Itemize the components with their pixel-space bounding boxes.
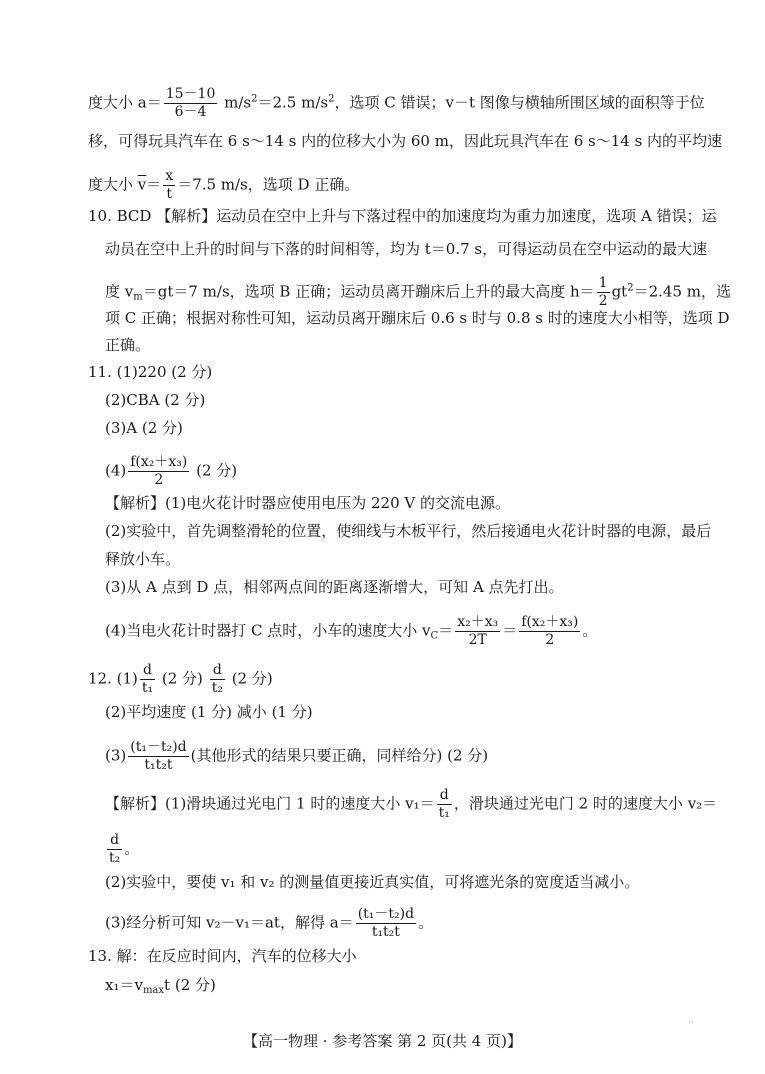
text-line: 动员在空中上升的时间与下落的时间相等，均为 t＝0.7 s，可得运动员在空中运动的最大速 [105,240,708,258]
explanation-line: (3)经分析可知 v₂－v₁＝at，解得 a＝ $\frac{\text{(t₁－t₂)d}}{\text{t₁t₂t}}$ 。 [105,906,434,940]
question-13-line: $x_1=v_{max}t$ (2 分) [105,976,216,996]
text-line: 移，可得玩具汽车在 6 s～14 s 内的位移大小为 60 m，因此玩具汽车在 6 s～14 s 内的平均速 [88,132,723,150]
page-footer: 【高一物理 · 参考答案 第 2 页(共 4 页)】 [243,1032,522,1050]
question-12-answer: (3) $\frac{\text{(t₁－t₂)d}}{\text{t₁t₂t}}$ (其他形式的结果只要正确，同样给分) (2 分) [105,739,489,773]
explanation-line: (3)从 A 点到 D 点，相邻两点间的距离逐渐增大，可知 A 点先打出。 [105,578,564,596]
explanation-line: (4)当电火花计时器打 C 点时，小车的速度大小 $v_C=$ $\frac{\text{x₂＋x₃}}{2T}$ ＝ $\frac{\text{f(x₂＋x₃)}}{2}$ 。 [105,614,598,648]
text-line: 正确。 [105,336,151,354]
question-10-line: 10. BCD 【解析】运动员在空中上升与下落过程中的加速度均为重力加速度，选项 A 错误；运 [88,207,717,225]
text-line: 度大小 $\overline{v}=$ $\frac{x}{t}$ ＝7.5 m/s，选项 D 正确。 [88,168,360,202]
text-line: 项 C 正确；根据对称性可知，运动员离开蹦床后 0.6 s 时与 0.8 s 时的速度大小相等，选项 D [105,309,730,327]
explanation-line: $\frac{d}{\text{t₂}}$ 。 [109,832,140,866]
question-11-answer: (3)A (2 分) [105,419,183,437]
question-13-line: 13. 解：在反应时间内，汽车的位移大小 [88,947,357,965]
text-line: 度 $v_m=gt=7$ m/s，选项 B 正确；运动员离开蹦床后上升的最大高度 h＝ $\frac{1}{2}$ $gt^2=2.45$ m，选 [105,275,731,309]
question-12-answer: 12. (1) $\frac{d}{\text{t₁}}$ (2 分) $\frac{d}{\text{t₂}}$ (2 分) [88,662,273,696]
question-12-answer: (2)平均速度 (1 分) 减小 (1 分) [105,703,313,721]
explanation-line: (2)实验中，首先调整滑轮的位置，使细线与木板平行，然后接通电火花计时器的电源，最后 [105,522,712,540]
question-11-answer: 11. (1)220 (2 分) [88,363,213,381]
corner-mark: ·· [688,1018,694,1028]
explanation-line: 【解析】(1)滑块通过光电门 1 时的速度大小 v₁＝ $\frac{d}{\text{t₁}}$ ，滑块通过光电门 2 时的速度大小 v₂＝ [105,787,718,821]
explanation-line: 释放小车。 [105,550,181,568]
explanation-line: (2)实验中，要使 v₁ 和 v₂ 的测量值更接近真实值，可将遮光条的宽度适当减小。 [105,873,640,891]
text-line: 度大小 a＝ $\frac{15-10}{6-4}$ $m/s^2=2.5$ $m/s^2$，选项 C 错误；v－t 图像与横轴所围区域的面积等于位 [88,86,705,120]
question-11-answer: (2)CBA (2 分) [105,391,206,409]
question-11-answer: (4) $\frac{\text{f(x₂＋x₃)}}{2}$ (2 分) [105,454,238,488]
explanation-line: 【解析】(1)电火花计时器应使用电压为 220 V 的交流电源。 [105,494,511,512]
